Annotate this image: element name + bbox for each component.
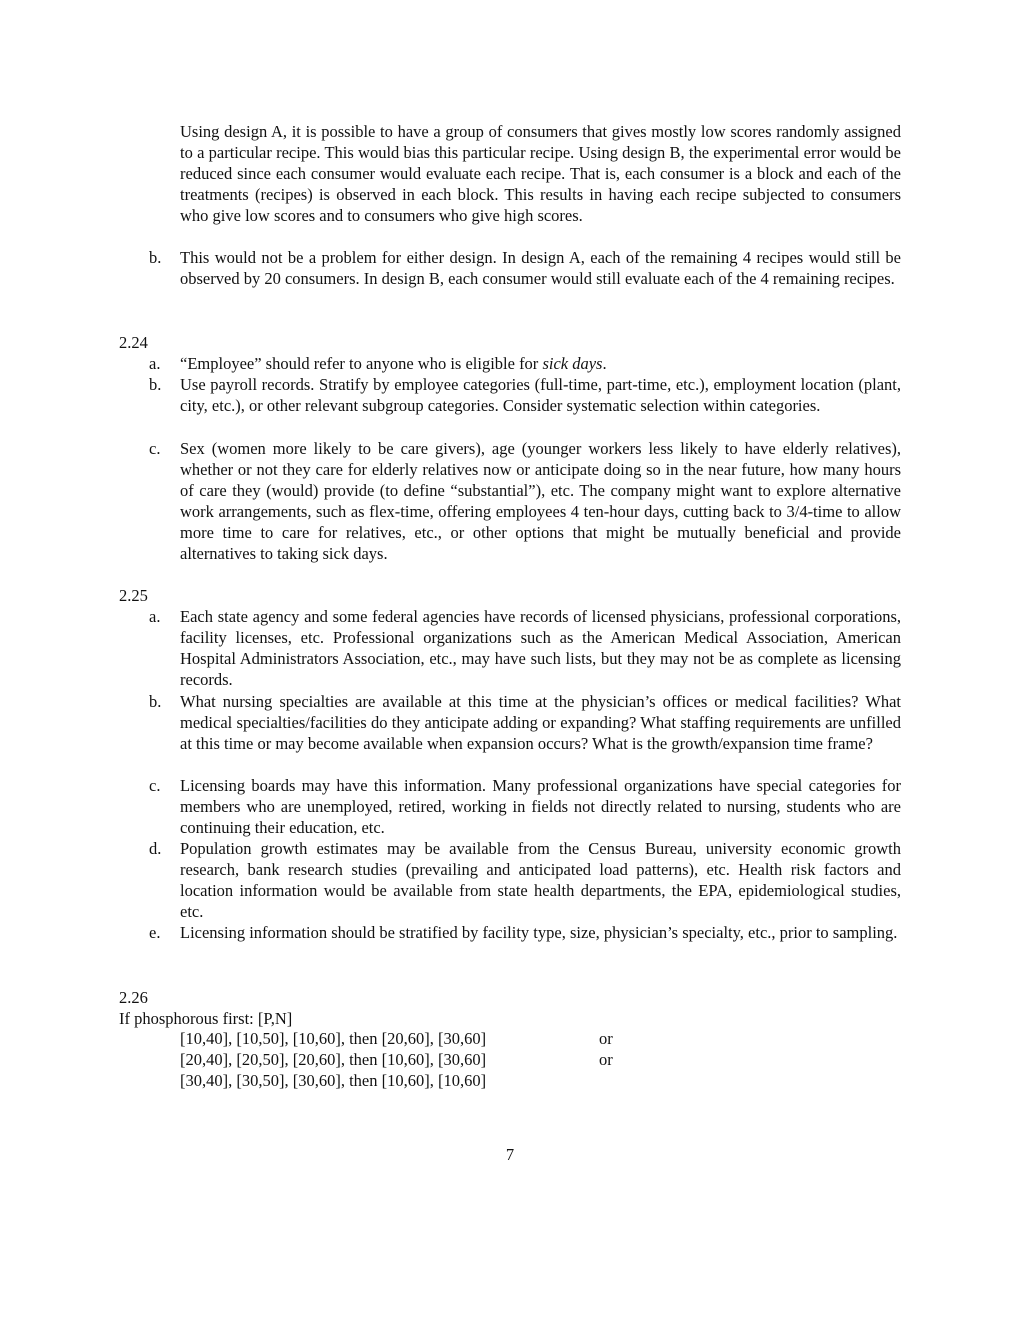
- item-label: c.: [149, 776, 161, 795]
- item-label: b.: [149, 375, 162, 394]
- combination-row: [20,40], [20,50], [20,60], then [10,60], [30,60]: [180, 1050, 487, 1069]
- or-label: or: [599, 1050, 613, 1069]
- item-text: Sex (women more likely to be care givers), age (younger workers less likely to have elderly relatives), whether or not they care for elderly relatives now or anticipate doing so in the near future, how many hours of care they (would) provide (to define “substantial”), etc. The company might want to explore alternative work arrangements, such as flex-time, offering employees 4 ten-hour days, cutting back to 3/4-time to allow more time to care for relatives, etc., or other options that might be mutually beneficial and provide alternatives to taking sick days.: [180, 439, 901, 563]
- item-text: Population growth estimates may be available from the Census Bureau, university economic growth research, bank research studies (prevailing and anticipated load patterns), etc. Health risk factors and location information would be available from state health departments, the EPA, epidemiological studies, etc.: [180, 839, 901, 921]
- list-item-2-25-e: [149, 922, 901, 943]
- list-item-2-24-a: [149, 353, 901, 374]
- item-label: b.: [149, 692, 162, 711]
- item-text-post: .: [602, 354, 607, 373]
- item-label: a.: [149, 607, 161, 626]
- list-item-2-24-b: [149, 374, 901, 416]
- item-label: a.: [149, 354, 161, 373]
- item-text: What nursing specialties are available at this time at the physician’s offices or medical facilities? What medical specialties/facilities do they anticipate adding or expanding? What staffing requirements are unfilled at this time or may become available when expansion occurs? What is the growth/expansion time frame?: [180, 692, 901, 753]
- page-number: 7: [505, 1145, 515, 1164]
- combination-row: [30,40], [30,50], [30,60], then [10,60], [10,60]: [180, 1071, 487, 1090]
- item-text: [180, 353, 901, 374]
- or-label: or: [599, 1029, 613, 1048]
- item-text: Licensing information should be stratified by facility type, size, physician’s specialty, etc., prior to sampling.: [180, 923, 898, 942]
- list-item-2-25-a: [149, 606, 901, 690]
- item-label: c.: [149, 439, 161, 458]
- item-text: This would not be a problem for either design. In design A, each of the remaining 4 recipes would still be observed by 20 consumers. In design B, each consumer would still evaluate each of the 4 remaining recipes.: [180, 248, 901, 288]
- item-text-pre: “Employee” should refer to anyone who is eligible for: [180, 354, 543, 373]
- item-text-italic: sick days: [542, 354, 603, 373]
- item-text: Use payroll records. Stratify by employee categories (full-time, part-time, etc.), employment location (plant, city, etc.), or other relevant subgroup categories. Consider systematic selection within categories.: [180, 375, 901, 415]
- item-label: e.: [149, 923, 161, 942]
- section-number-2-26: 2.26: [119, 988, 148, 1007]
- section-2-26-intro: If phosphorous first: [P,N]: [119, 1009, 293, 1028]
- section-number-2-25: 2.25: [119, 586, 148, 605]
- intro-paragraph: Using design A, it is possible to have a group of consumers that gives mostly low scores randomly assigned to a particular recipe. This would bias this particular recipe. Using design B, the experimental error would be reduced since each consumer would evaluate each recipe. That is, each consumer is a block and each of the treatments (recipes) is observed in each block. This results in having each recipe subjected to consumers who give low scores and to consumers who give high scores.: [180, 122, 901, 225]
- item-text: Each state agency and some federal agencies have records of licensed physicians, professional corporations, facility licenses, etc. Professional organizations such as the American Medical Association, American Hospital Administrators Association, etc., may have such lists, but they may not be as complete as licensing records.: [180, 607, 901, 689]
- list-item-2-24-c: [149, 438, 901, 564]
- item-label: b.: [149, 248, 162, 267]
- item-label: d.: [149, 839, 162, 858]
- section-number-2-24: 2.24: [119, 333, 148, 352]
- list-item-2-25-c: [149, 775, 901, 838]
- item-text: Licensing boards may have this information. Many professional organizations have special categories for members who are unemployed, retired, working in fields not directly related to nursing, students who are continuing their education, etc.: [180, 776, 901, 837]
- list-item-intro-b: [149, 247, 901, 289]
- combination-row: [10,40], [10,50], [10,60], then [20,60], [30,60]: [180, 1029, 487, 1048]
- list-item-2-25-b: [149, 691, 901, 754]
- list-item-2-25-d: [149, 838, 901, 922]
